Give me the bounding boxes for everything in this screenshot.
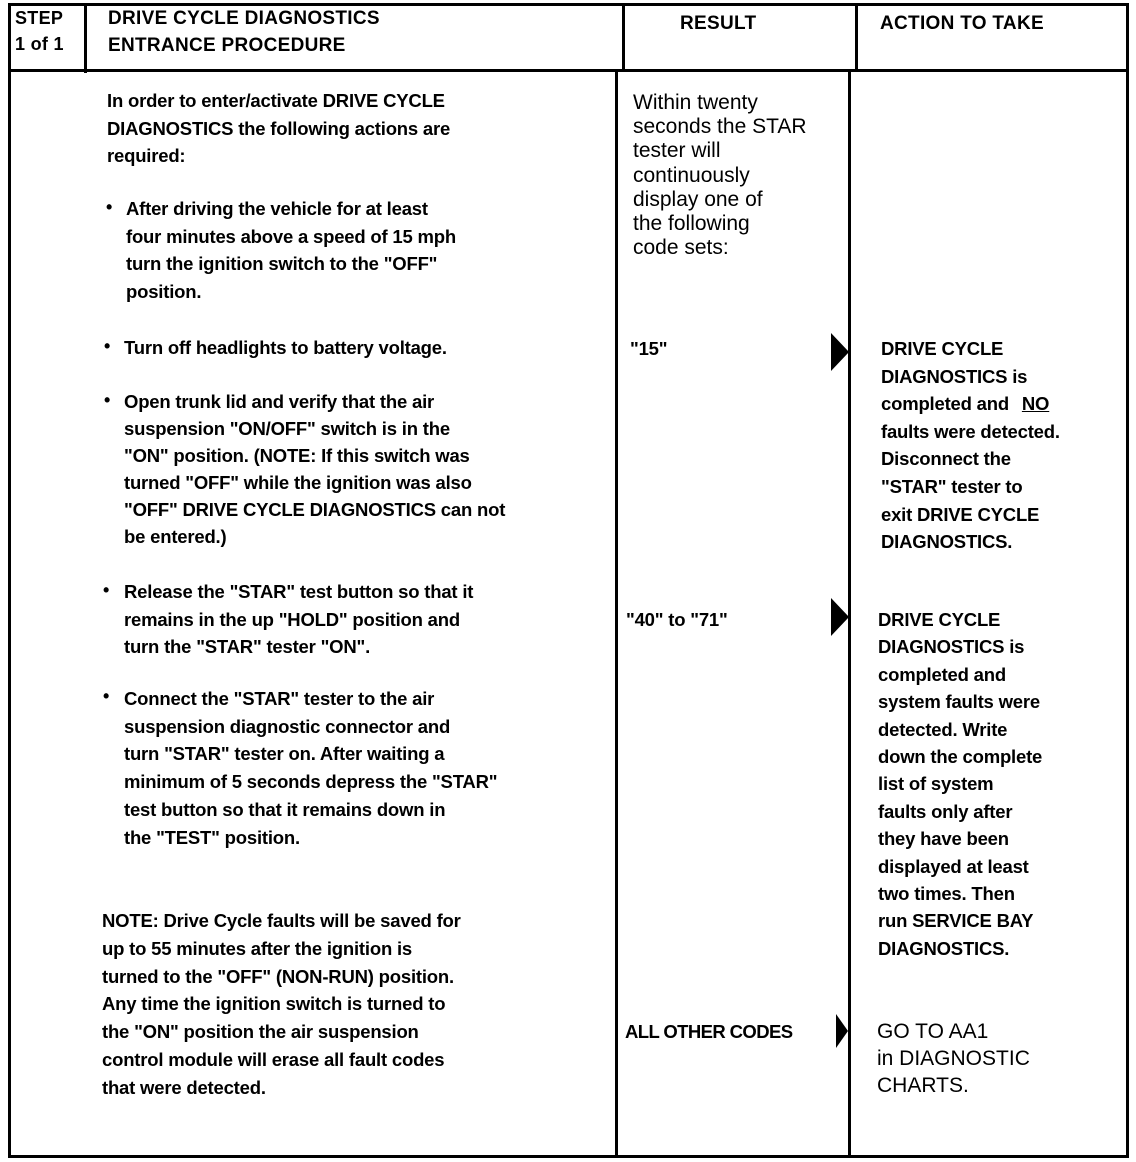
action-header: ACTION TO TAKE	[880, 13, 1044, 34]
procedure-intro: In order to enter/activate DRIVE CYCLE DIAGNOSTICS the following actions are required:	[107, 90, 451, 166]
procedure-step-2: Turn off headlights to battery voltage.	[124, 337, 447, 358]
bullet-icon: •	[104, 336, 111, 356]
arrow-right-icon	[831, 598, 849, 636]
result-other-codes: ALL OTHER CODES	[625, 1021, 793, 1042]
result-code-15: "15"	[630, 338, 668, 359]
action-system-faults: DRIVE CYCLE DIAGNOSTICS is completed and system faults were detected. Write down the complete list of system faults only after they have been displayed at least two times. Then run SERVICE BAY DIAGNOSTICS.	[878, 609, 1043, 959]
bullet-icon: •	[106, 197, 113, 217]
header-divider	[8, 69, 1129, 72]
procedure-step-3: Open trunk lid and verify that the air suspension "ON/OFF" switch is in the "ON" position. (NOTE: If this switch was turned "OFF" while the ignition was also "OFF" DRIVE CYCLE DIAGNOSTICS can not be entered.)	[124, 391, 506, 547]
procedure-step-5: Connect the "STAR" tester to the air suspension diagnostic connector and turn "STAR" tester on. After waiting a minimum of 5 seconds depress the "STAR" test button so that it remains down in the "TEST" position.	[124, 688, 498, 848]
action-no-faults-text-cont: faults were detected. Disconnect the "STAR" tester to exit DRIVE CYCLE DIAGNOSTICS.	[881, 420, 1060, 553]
action-other-codes: GO TO AA1 in DIAGNOSTIC CHARTS.	[877, 1020, 1030, 1097]
procedure-title: DRIVE CYCLE DIAGNOSTICS ENTRANCE PROCEDURE	[108, 8, 380, 56]
result-intro: Within twenty seconds the STAR tester will continuously display one of the following code sets:	[633, 91, 807, 260]
action-no-faults	[881, 335, 1121, 556]
action-column-divider	[855, 3, 858, 72]
bullet-icon: •	[103, 686, 110, 706]
action-no-faults-text: DRIVE CYCLE DIAGNOSTICS is completed and	[881, 338, 1028, 415]
bullet-icon: •	[103, 580, 110, 600]
arrow-right-icon	[831, 333, 849, 371]
result-header: RESULT	[680, 13, 757, 34]
step-label: STEP 1 of 1	[15, 8, 64, 54]
no-emphasis: NO	[1021, 393, 1050, 415]
step-column-divider	[84, 3, 87, 73]
arrow-right-icon	[836, 1014, 848, 1048]
procedure-step-1: After driving the vehicle for at least four minutes above a speed of 15 mph turn the ignition switch to the "OFF" position.	[126, 198, 456, 302]
procedure-note: NOTE: Drive Cycle faults will be saved for up to 55 minutes after the ignition is turned to the "OFF" (NON-RUN) position. Any time the ignition switch is turned to the "ON" position the air suspension control module will erase all fault codes that were detected.	[102, 910, 461, 1098]
procedure-step-4: Release the "STAR" test button so that it remains in the up "HOLD" position and turn the "STAR" tester "ON".	[124, 581, 474, 657]
result-code-40-71: "40" to "71"	[626, 609, 728, 630]
bullet-icon: •	[104, 390, 111, 410]
result-column-divider	[622, 3, 625, 72]
result-column-divider-lower	[615, 70, 618, 1158]
